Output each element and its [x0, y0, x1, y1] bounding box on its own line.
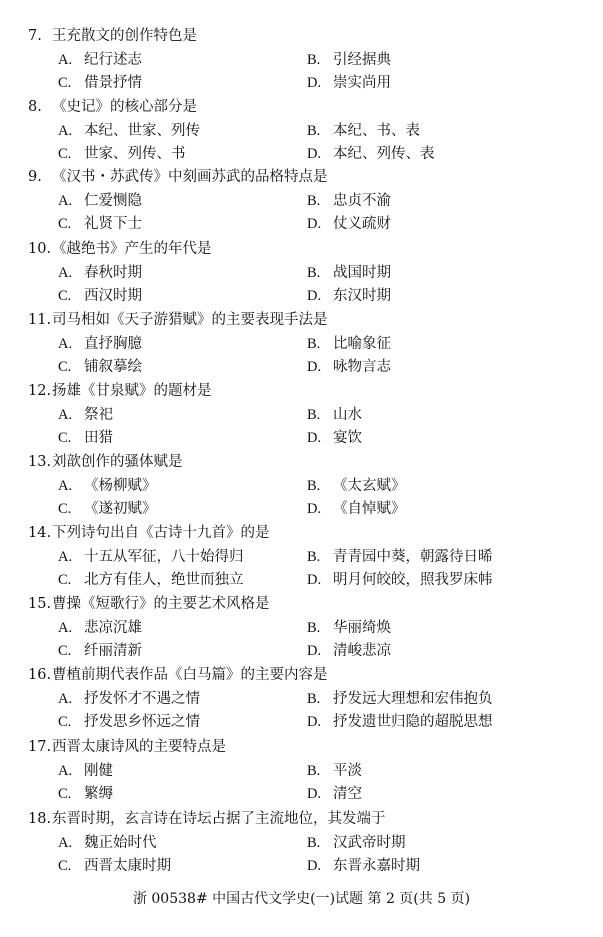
answer-option	[58, 688, 200, 710]
answer-option	[58, 832, 157, 854]
option-text: 山水	[333, 407, 362, 423]
answer-option	[58, 498, 157, 520]
option-letter: B.	[307, 123, 321, 139]
option-text: 本纪、世家、列传	[84, 123, 200, 139]
option-letter: B.	[307, 478, 321, 494]
option-letter: D.	[307, 643, 322, 659]
answer-option	[58, 190, 142, 212]
question-number: 9.	[28, 169, 42, 185]
option-text: 平淡	[333, 763, 362, 779]
answer-option	[58, 72, 142, 94]
option-text: 抒发遗世归隐的超脱思想	[333, 714, 493, 730]
option-letter: A.	[58, 52, 73, 68]
answer-option	[58, 49, 142, 71]
option-letter: D.	[307, 359, 322, 375]
question-text: 《汉书・苏武传》中刻画苏武的品格特点是	[52, 169, 328, 185]
option-text: 咏物言志	[333, 359, 391, 375]
option-letter: A.	[58, 193, 73, 209]
option-letter: B.	[307, 193, 321, 209]
question-stem	[28, 451, 183, 473]
answer-option	[307, 498, 406, 520]
option-text: 华丽绮焕	[333, 620, 391, 636]
option-letter: A.	[58, 549, 73, 565]
option-text: 东汉时期	[333, 288, 391, 304]
answer-option	[307, 120, 420, 142]
answer-option	[58, 333, 142, 355]
question-text: 曹操《短歌行》的主要艺术风格是	[52, 596, 270, 612]
answer-option	[307, 262, 391, 284]
option-letter: A.	[58, 620, 73, 636]
option-text: 本纪、书、表	[333, 123, 420, 139]
option-text: 北方有佳人，绝世而独立	[84, 572, 244, 588]
question-stem	[28, 522, 270, 544]
option-letter: B.	[307, 691, 321, 707]
option-letter: B.	[307, 763, 321, 779]
answer-option	[307, 617, 391, 639]
question-text: 王充散文的创作特色是	[52, 28, 197, 44]
answer-option	[307, 285, 391, 307]
question-item	[0, 808, 603, 902]
question-number: 11.	[28, 312, 52, 328]
option-text: 仗义疏财	[333, 216, 391, 232]
option-letter: A.	[58, 691, 73, 707]
question-stem	[28, 309, 328, 331]
question-number: 8.	[28, 99, 42, 115]
question-text: 司马相如《天子游猎赋》的主要表现手法是	[52, 312, 328, 328]
option-text: 春秋时期	[84, 265, 142, 281]
question-text: 扬雄《甘泉赋》的题材是	[52, 383, 212, 399]
option-letter: C.	[58, 786, 72, 802]
answer-option	[58, 546, 244, 568]
question-number: 17.	[28, 739, 52, 755]
answer-option	[58, 617, 142, 639]
option-text: 西汉时期	[84, 288, 142, 304]
question-text: 曹植前期代表作品《白马篇》的主要内容是	[52, 667, 328, 683]
option-letter: D.	[307, 714, 322, 730]
option-letter: C.	[58, 216, 72, 232]
option-letter: B.	[307, 549, 321, 565]
option-letter: D.	[307, 216, 322, 232]
answer-option	[307, 190, 391, 212]
question-stem	[28, 166, 328, 188]
option-letter: C.	[58, 430, 72, 446]
question-stem	[28, 380, 212, 402]
answer-option	[307, 711, 493, 733]
option-letter: B.	[307, 620, 321, 636]
option-text: 清峻悲凉	[333, 643, 391, 659]
option-text: 西晋太康时期	[84, 858, 171, 874]
answer-option	[307, 333, 391, 355]
option-text: 东晋永嘉时期	[333, 858, 420, 874]
option-letter: A.	[58, 478, 73, 494]
option-letter: C.	[58, 75, 72, 91]
option-text: 清空	[333, 786, 362, 802]
option-text: 抒发远大理想和宏伟抱负	[333, 691, 493, 707]
question-stem	[28, 96, 197, 118]
answer-option	[307, 475, 406, 497]
option-letter: D.	[307, 858, 322, 874]
question-stem	[28, 808, 386, 830]
answer-option	[307, 213, 391, 235]
option-text: 借景抒情	[84, 75, 142, 91]
option-letter: D.	[307, 75, 322, 91]
answer-option	[58, 783, 113, 805]
option-letter: D.	[307, 501, 322, 517]
question-number: 16.	[28, 667, 52, 683]
option-text: 抒发思乡怀远之情	[84, 714, 200, 730]
option-letter: C.	[58, 501, 72, 517]
answer-option	[58, 356, 142, 378]
answer-option	[307, 783, 362, 805]
option-letter: D.	[307, 572, 322, 588]
option-text: 引经据典	[333, 52, 391, 68]
option-text: 铺叙摹绘	[84, 359, 142, 375]
option-letter: B.	[307, 407, 321, 423]
question-stem	[28, 593, 270, 615]
option-letter: D.	[307, 430, 322, 446]
option-letter: B.	[307, 265, 321, 281]
option-text: 抒发怀才不遇之情	[84, 691, 200, 707]
question-stem	[28, 664, 328, 686]
answer-option	[307, 546, 493, 568]
option-letter: A.	[58, 123, 73, 139]
option-letter: C.	[58, 359, 72, 375]
option-letter: D.	[307, 288, 322, 304]
question-stem	[28, 736, 226, 758]
option-letter: C.	[58, 288, 72, 304]
page-footer: 浙 00538# 中国古代文学史(一)试题 第 2 页(共 5 页)	[132, 891, 471, 907]
answer-option	[307, 404, 362, 426]
question-number: 7.	[28, 28, 42, 44]
question-number: 10.	[28, 241, 52, 257]
option-text: 《太玄赋》	[333, 478, 406, 494]
option-letter: C.	[58, 572, 72, 588]
option-letter: C.	[58, 146, 72, 162]
option-text: 礼贤下士	[84, 216, 142, 232]
answer-option	[58, 120, 200, 142]
option-text: 明月何皎皎，照我罗床帏	[333, 572, 493, 588]
answer-option	[58, 569, 244, 591]
answer-option	[58, 285, 142, 307]
option-letter: D.	[307, 146, 322, 162]
option-letter: B.	[307, 835, 321, 851]
answer-option	[58, 640, 142, 662]
option-text: 战国时期	[333, 265, 391, 281]
answer-option	[58, 760, 113, 782]
option-text: 繁缛	[84, 786, 113, 802]
option-letter: A.	[58, 336, 73, 352]
option-letter: A.	[58, 835, 73, 851]
question-number: 13.	[28, 454, 52, 470]
option-letter: D.	[307, 786, 322, 802]
question-text: 《越绝书》产生的年代是	[52, 241, 212, 257]
option-text: 世家、列传、书	[84, 146, 186, 162]
answer-option	[58, 475, 157, 497]
answer-option	[58, 262, 142, 284]
question-number: 12.	[28, 383, 52, 399]
option-text: 直抒胸臆	[84, 336, 142, 352]
option-text: 悲凉沉雄	[84, 620, 142, 636]
option-text: 比喻象征	[333, 336, 391, 352]
option-text: 纤丽清新	[84, 643, 142, 659]
answer-option	[307, 569, 493, 591]
answer-option	[307, 688, 493, 710]
answer-option	[307, 855, 420, 877]
option-letter: A.	[58, 265, 73, 281]
option-text: 《遂初赋》	[84, 501, 157, 517]
option-text: 《杨柳赋》	[84, 478, 157, 494]
option-text: 魏正始时代	[84, 835, 157, 851]
answer-option	[58, 213, 142, 235]
option-text: 纪行述志	[84, 52, 142, 68]
question-stem	[28, 238, 212, 260]
question-number: 18.	[28, 811, 52, 827]
option-letter: B.	[307, 52, 321, 68]
option-letter: C.	[58, 714, 72, 730]
answer-option	[307, 49, 391, 71]
option-text: 《自悼赋》	[333, 501, 406, 517]
answer-option	[58, 427, 113, 449]
option-text: 仁爱恻隐	[84, 193, 142, 209]
option-text: 汉武帝时期	[333, 835, 406, 851]
answer-option	[58, 404, 113, 426]
question-text: 东晋时期，玄言诗在诗坛占据了主流地位，其发端于	[52, 811, 386, 827]
option-letter: C.	[58, 643, 72, 659]
answer-option	[307, 427, 362, 449]
answer-option	[307, 832, 406, 854]
question-text: 下列诗句出自《古诗十九首》的是	[52, 525, 270, 541]
answer-option	[307, 72, 391, 94]
answer-option	[307, 143, 435, 165]
answer-option	[307, 356, 391, 378]
option-letter: C.	[58, 858, 72, 874]
question-text: 刘歆创作的骚体赋是	[52, 454, 183, 470]
option-text: 青青园中葵，朝露待日晞	[333, 549, 493, 565]
option-text: 祭祀	[84, 407, 113, 423]
answer-option	[307, 760, 362, 782]
option-text: 刚健	[84, 763, 113, 779]
answer-option	[58, 855, 171, 877]
option-letter: A.	[58, 407, 73, 423]
option-text: 十五从军征，八十始得归	[84, 549, 244, 565]
answer-option	[307, 640, 391, 662]
question-text: 《史记》的核心部分是	[52, 99, 197, 115]
option-letter: B.	[307, 336, 321, 352]
answer-option	[58, 711, 200, 733]
answer-option	[58, 143, 186, 165]
question-number: 14.	[28, 525, 52, 541]
option-letter: A.	[58, 763, 73, 779]
question-number: 15.	[28, 596, 52, 612]
option-text: 田猎	[84, 430, 113, 446]
option-text: 本纪、列传、表	[333, 146, 435, 162]
question-text: 西晋太康诗风的主要特点是	[52, 739, 226, 755]
option-text: 崇实尚用	[333, 75, 391, 91]
question-stem	[28, 25, 197, 47]
option-text: 忠贞不渝	[333, 193, 391, 209]
option-text: 宴饮	[333, 430, 362, 446]
